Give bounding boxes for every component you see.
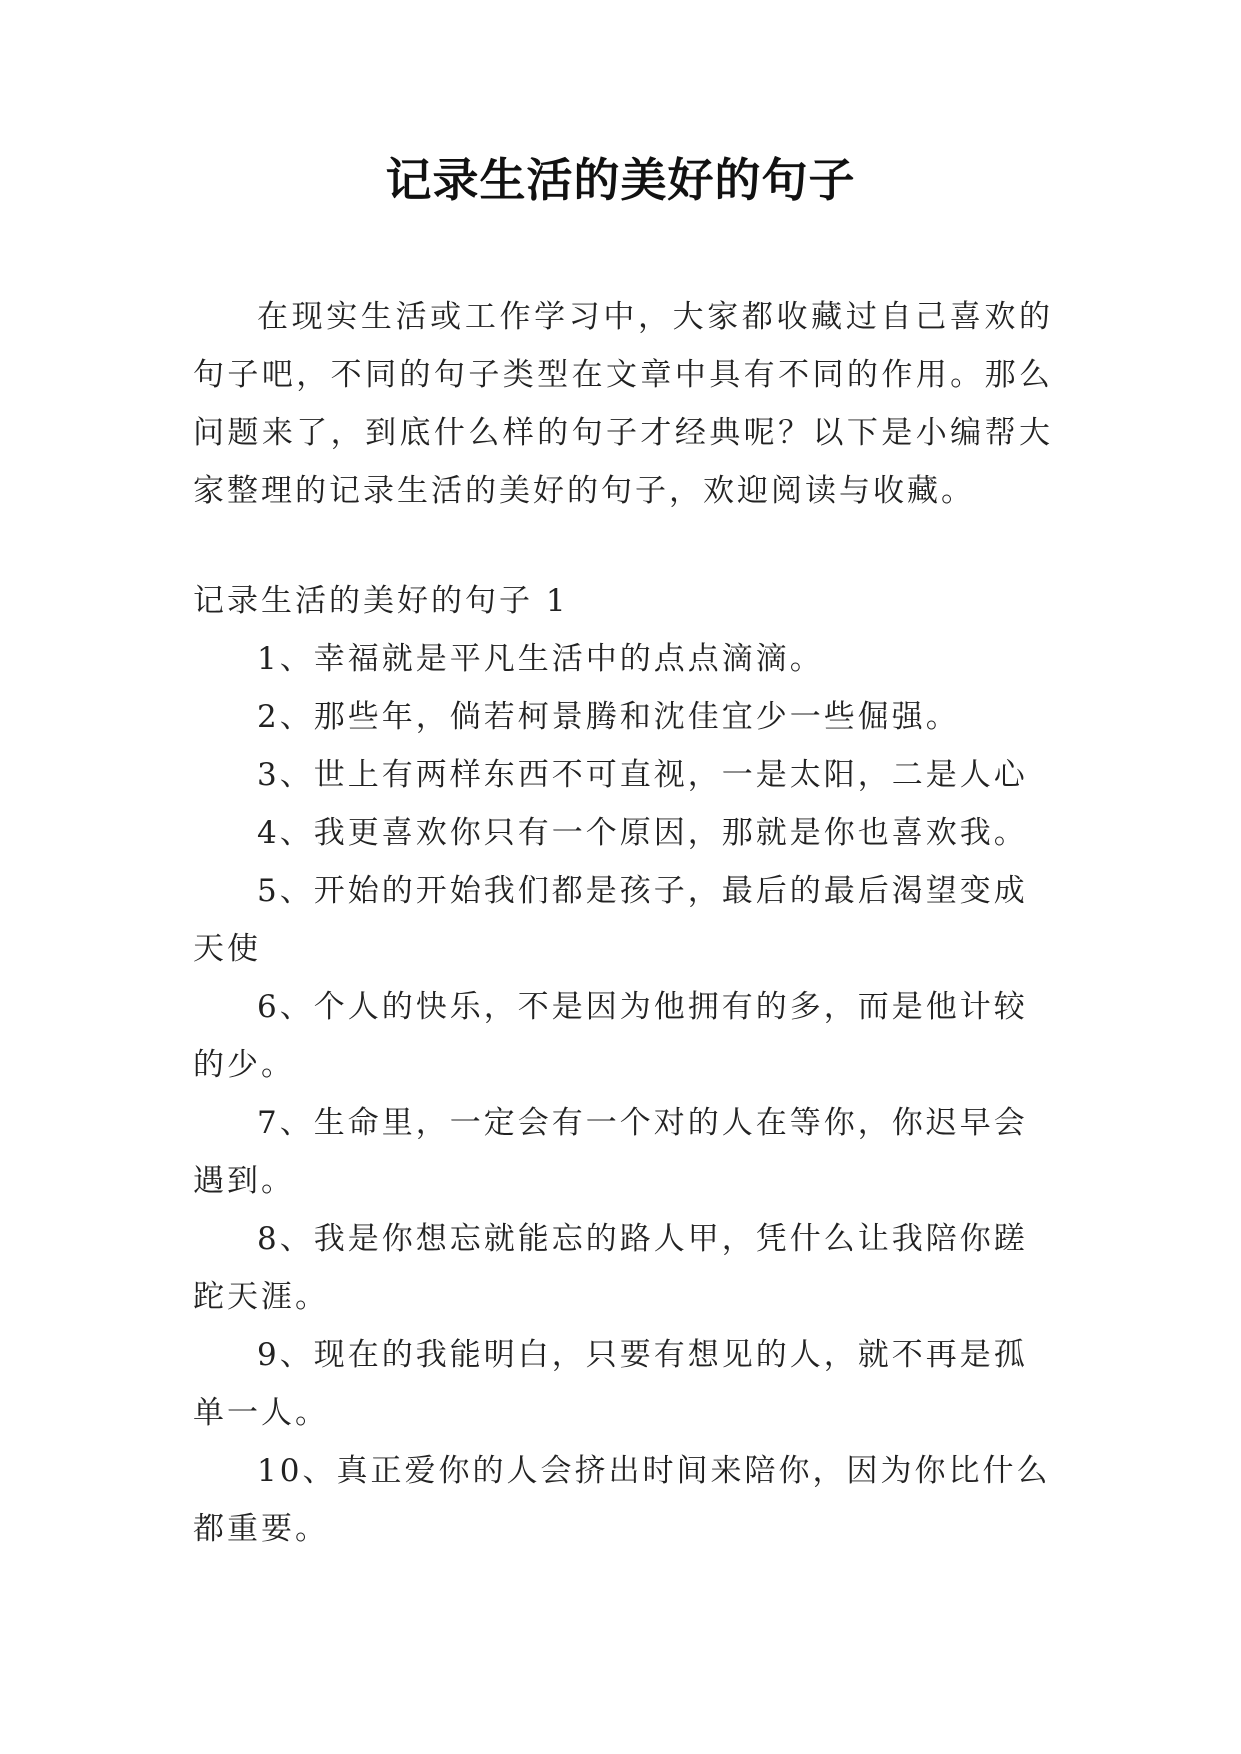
- document-title: 记录生活的美好的句子: [385, 153, 856, 207]
- document-body: [193, 288, 1053, 1558]
- list-item: 3、世上有两样东西不可直视，一是太阳，二是人心: [257, 757, 1028, 793]
- section-heading: 记录生活的美好的句子 1: [193, 583, 569, 619]
- list-item: 4、我更喜欢你只有一个原因，那就是你也喜欢我。: [257, 815, 1028, 851]
- list-item: 2、那些年，倘若柯景腾和沈佳宜少一些倔强。: [257, 699, 960, 735]
- list-item: 5、开始的开始我们都是孩子，最后的最后渴望变成天使: [193, 873, 1028, 967]
- list-item: 10、真正爱你的人会挤出时间来陪你，因为你比什么都重要。: [193, 1453, 1051, 1547]
- intro-paragraph: 在现实生活或工作学习中，大家都收藏过自己喜欢的句子吧，不同的句子类型在文章中具有不同的作用。那么问题来了，到底什么样的句子才经典呢？以下是小编帮大家整理的记录生活的美好的句子，欢迎阅读与收藏。: [193, 299, 1053, 509]
- list-item: 7、生命里，一定会有一个对的人在等你，你迟早会遇到。: [193, 1105, 1028, 1199]
- list-item: 8、我是你想忘就能忘的路人甲，凭什么让我陪你蹉跎天涯。: [193, 1221, 1028, 1315]
- list-item: 6、个人的快乐，不是因为他拥有的多，而是他计较的少。: [193, 989, 1028, 1083]
- list-item: 1、幸福就是平凡生活中的点点滴滴。: [257, 641, 824, 677]
- list-item: 9、现在的我能明白，只要有想见的人，就不再是孤单一人。: [193, 1337, 1028, 1431]
